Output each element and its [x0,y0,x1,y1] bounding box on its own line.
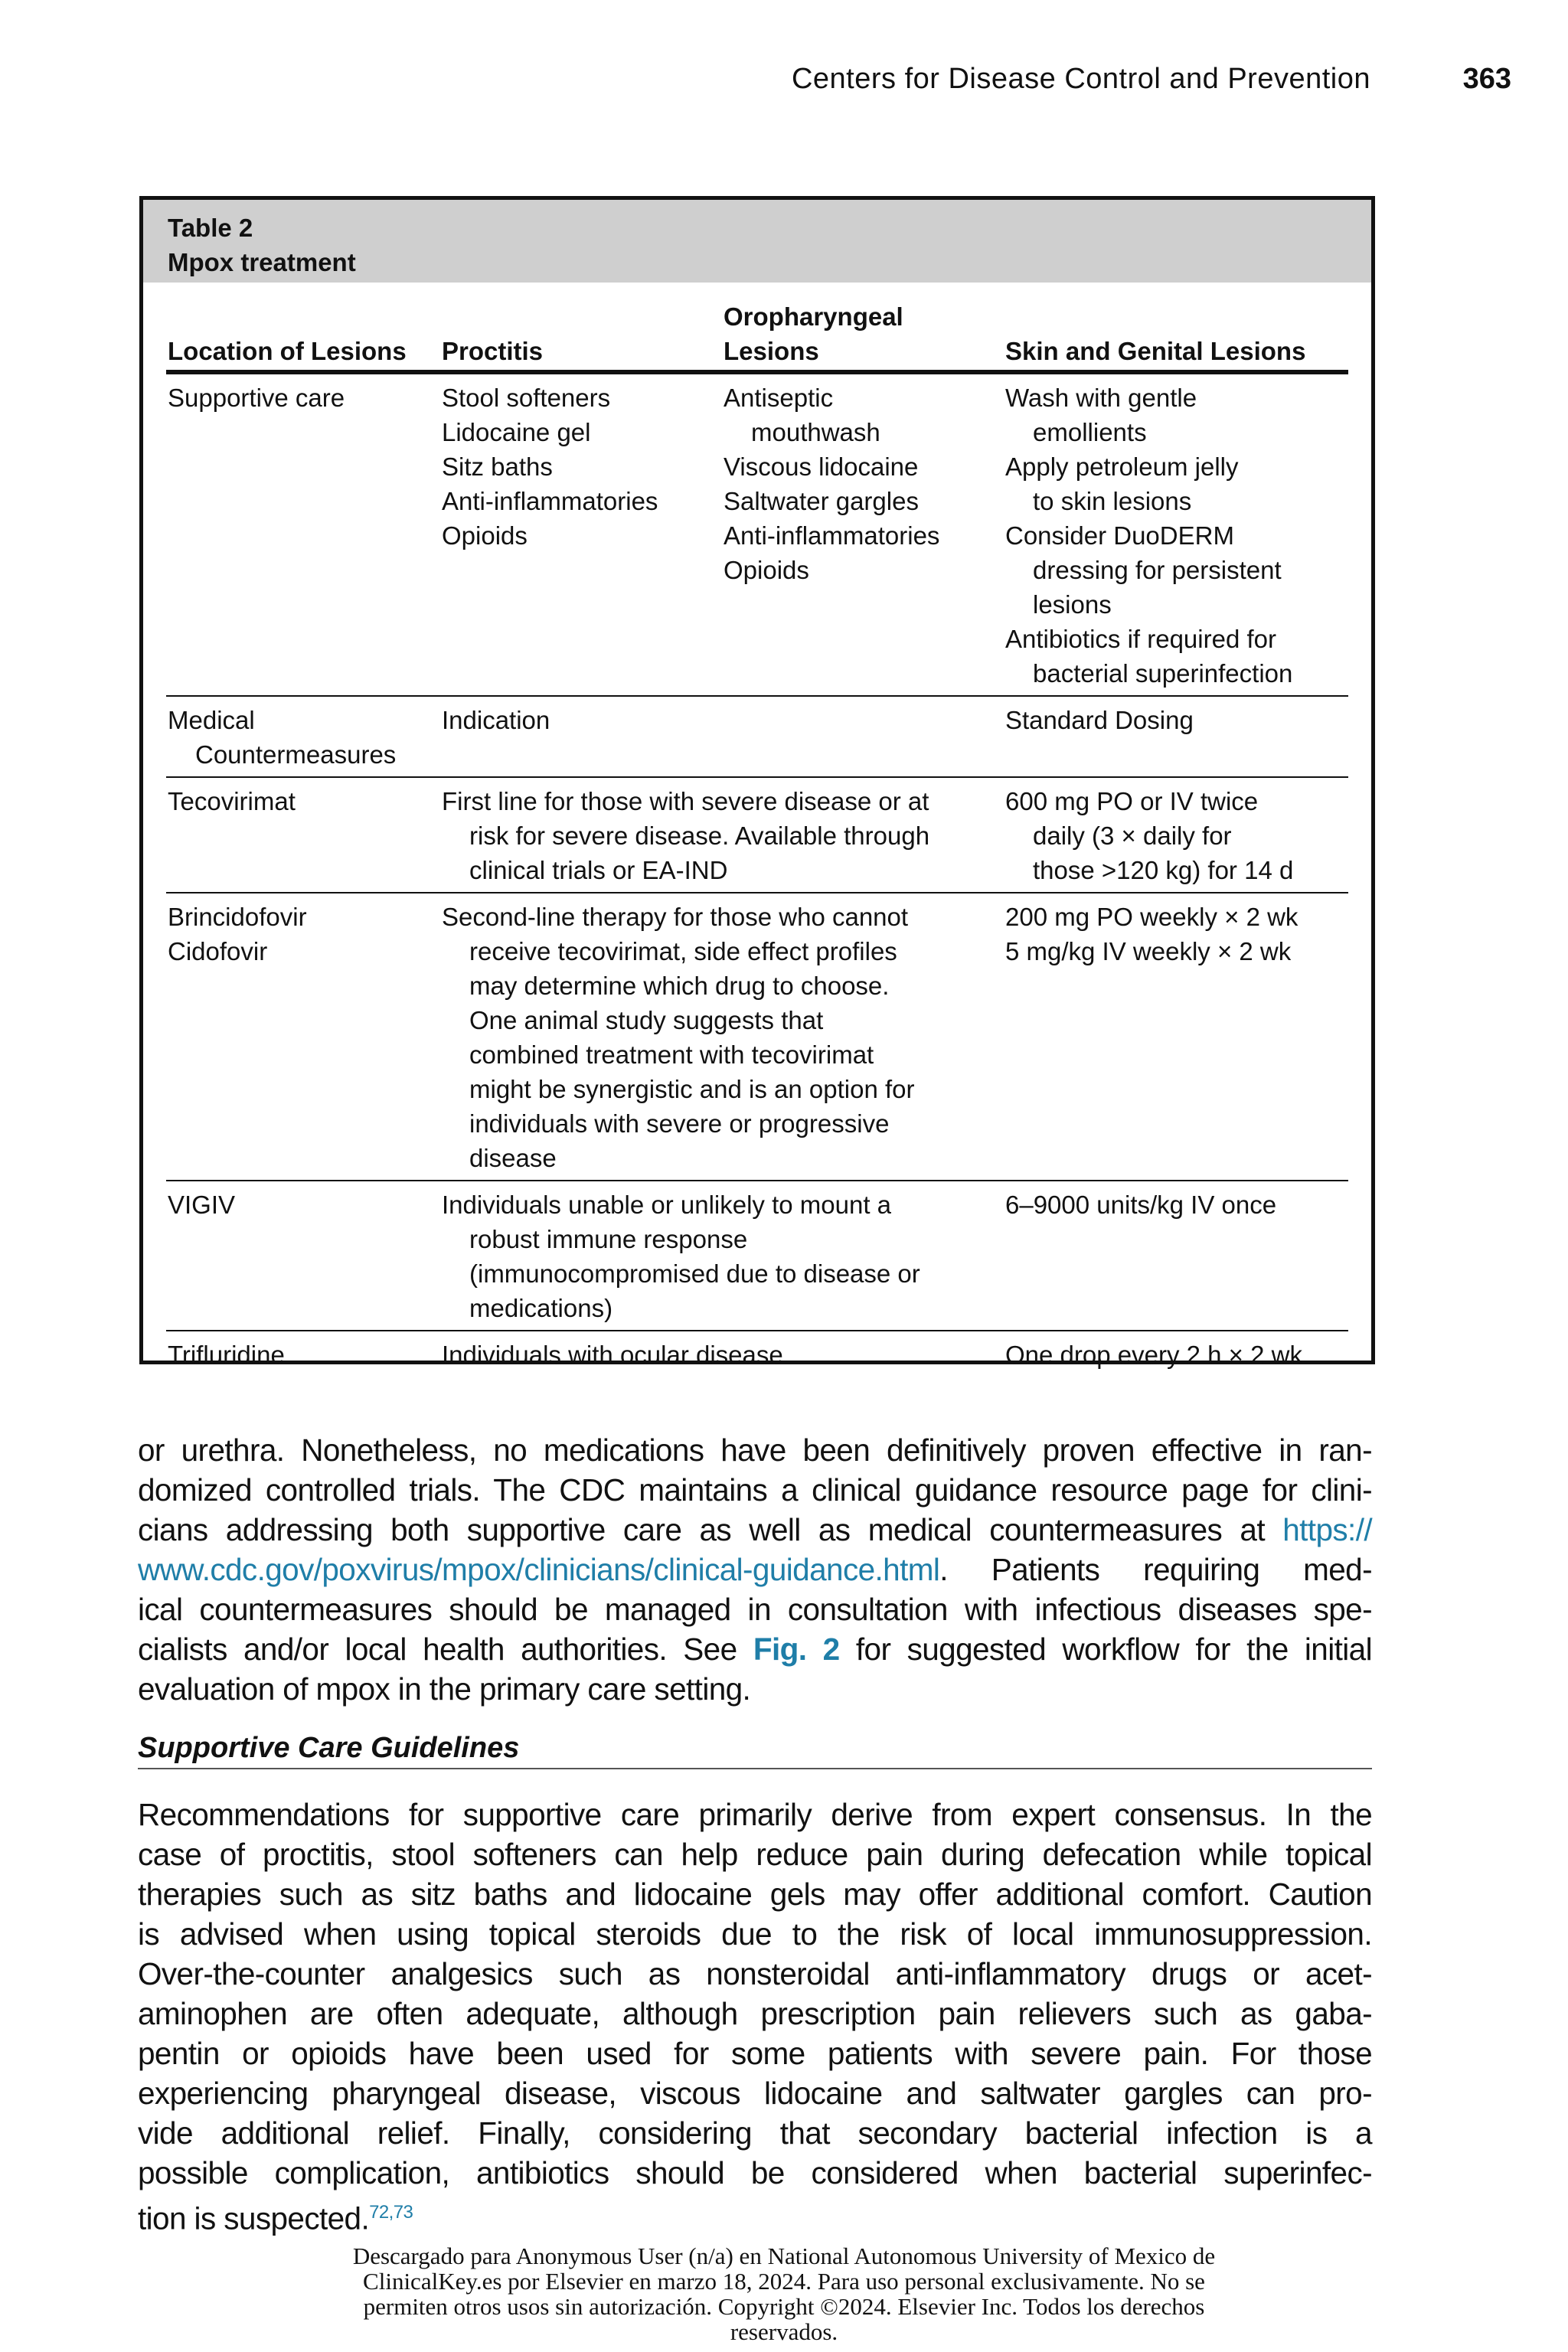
table-row [166,697,1348,778]
text-span: cialists and/or local health authorities. See [138,1632,737,1667]
cell-line: Anti-inflammatories [442,487,658,515]
cell-line: Antibiotics if required for [1005,625,1276,653]
cell-line: Consider DuoDERM [1005,521,1234,550]
table-cell [166,900,442,1175]
figure-2-link[interactable]: Fig. 2 [753,1632,840,1667]
footer-line: reservados. [730,2318,838,2345]
cell-line: might be synergistic and is an option for [469,1075,915,1103]
table-cell [166,784,442,887]
footer-line: ClinicalKey.es por Elsevier en marzo 18, 2024. Para uso personal exclusivamente. No se [363,2268,1205,2295]
cell-line: Wash with gentle [1005,384,1197,412]
text-line: therapies such as sitz baths and lidocaine gels may offer additional comfort. Caution [138,1877,1372,1912]
table-title: Mpox treatment [168,248,356,276]
cell-line: Lidocaine gel [442,418,591,446]
text-line: evaluation of mpox in the primary care setting. [138,1671,751,1707]
header-line: Proctitis [442,337,544,365]
text-span: for suggested workflow for the initial [855,1632,1372,1667]
cell-line: Opioids [442,521,528,550]
cell-line: Anti-inflammatories [724,521,940,550]
footer-line: permiten otros usos sin autorización. Copyright ©2024. Elsevier Inc. Todos los derechos [363,2293,1205,2320]
cell-line: Tecovirimat [168,787,296,815]
table-cell [1005,1338,1348,1372]
cdc-guidance-link-cont[interactable]: www.cdc.gov/poxvirus/mpox/clinicians/clinical-guidance.html [138,1552,940,1587]
cell-line: Second-line therapy for those who cannot [442,903,909,931]
table-cell [724,381,1005,691]
header-line: Oropharyngeal [724,302,903,331]
paragraph-supportive-care [138,1795,1372,2239]
cell-line: to skin lesions [1033,487,1192,515]
mpox-treatment-table [139,196,1375,1369]
table-cell [442,381,724,691]
text-line [138,1550,1372,1589]
table-cell [442,703,1005,772]
text-span: . Patients requiring med- [939,1552,1372,1587]
cell-line: (immunocompromised due to disease or [469,1259,920,1288]
text-span: cians addressing both supportive care as well as medical countermeasures at [138,1512,1265,1547]
cell-line: Indication [442,706,550,734]
cell-line: 5 mg/kg IV weekly × 2 wk [1005,937,1292,965]
cell-line: those >120 kg) for 14 d [1033,856,1294,884]
table-cell [166,381,442,691]
table-row [166,374,1348,697]
cell-line: lesions [1033,590,1112,619]
cell-line: medications) [469,1294,613,1322]
text-line: is advised when using topical steroids due to the risk of local immunosuppression. [138,1916,1372,1952]
cell-line: 6–9000 units/kg IV once [1005,1191,1277,1219]
text-line: Recommendations for supportive care primarily derive from expert consensus. In the [138,1797,1372,1832]
citation-superscript[interactable]: 72,73 [369,2202,413,2223]
cell-line: Saltwater gargles [724,487,919,515]
table-caption [143,200,1371,283]
section-heading: Supportive Care Guidelines [138,1732,1372,1769]
cell-line: Opioids [724,556,809,584]
table-cell [442,900,1005,1175]
cell-line: Cidofovir [168,937,268,965]
header-line: Skin and Genital Lesions [1005,337,1306,365]
text-line [138,1629,1372,1669]
cell-line: individuals with severe or progressive [469,1109,890,1138]
table-cell [442,784,1005,887]
column-header [724,299,1005,368]
page-number: 363 [1462,63,1511,95]
text-line [138,2193,1372,2239]
text-span: tion is suspected. [138,2200,370,2236]
text-line: possible complication, antibiotics should be considered when bacterial superinfec- [138,2155,1372,2190]
table-row [166,1181,1348,1331]
cell-line: Countermeasures [195,740,397,769]
table-body [166,283,1348,1377]
text-line: aminophen are often adequate, although prescription pain relievers such as gaba- [138,1996,1372,2031]
cell-line: 600 mg PO or IV twice [1005,787,1259,815]
header-line: Lesions [724,337,819,365]
column-header [1005,299,1348,368]
text-line: pentin or opioids have been used for some patients with severe pain. For those [138,2036,1372,2071]
table-cell [166,703,442,772]
table-cell [1005,381,1348,691]
cell-line: Viscous lidocaine [724,452,919,481]
table-cell [442,1187,1005,1325]
cell-line: combined treatment with tecovirimat [469,1040,874,1069]
cell-line: disease [469,1144,557,1172]
cell-line: Medical [168,706,255,734]
cell-line: daily (3 × daily for [1033,822,1232,850]
header-line: Location of Lesions [168,337,407,365]
cell-line: risk for severe disease. Available through [469,822,930,850]
cell-line: Individuals with ocular disease [442,1341,783,1369]
cell-line: 200 mg PO weekly × 2 wk [1005,903,1298,931]
cell-line: One animal study suggests that [469,1006,824,1034]
table-cell [166,1338,442,1372]
text-line: domized controlled trials. The CDC maintains a clinical guidance resource page for clini- [138,1472,1372,1508]
download-notice-footer [0,2243,1568,2344]
table-row [166,1331,1348,1377]
cell-line: receive tecovirimat, side effect profiles [469,937,897,965]
cell-line: mouthwash [751,418,880,446]
cell-line: robust immune response [469,1225,748,1253]
table-row [166,778,1348,893]
table-cell [1005,703,1348,772]
table-cell [166,1187,442,1325]
cell-line: bacterial superinfection [1033,659,1293,688]
text-line: case of proctitis, stool softeners can help reduce pain during defecation while topical [138,1837,1372,1872]
table-cell [442,1338,1005,1372]
cell-line: emollients [1033,418,1147,446]
cell-line: Standard Dosing [1005,706,1194,734]
cell-line: Apply petroleum jelly [1005,452,1239,481]
cell-line: Trifluridine [168,1341,285,1369]
text-line [138,1510,1372,1550]
cell-line: Stool softeners [442,384,611,412]
column-header [442,299,724,368]
cell-line: VIGIV [168,1191,236,1219]
cell-line: dressing for persistent [1033,556,1282,584]
text-line: ical countermeasures should be managed in consultation with infectious diseases spe- [138,1592,1372,1627]
cell-line: clinical trials or EA-IND [469,856,728,884]
text-line: Over-the-counter analgesics such as nonsteroidal anti-inflammatory drugs or acet- [138,1956,1372,1991]
table-header-row [166,283,1348,374]
cell-line: Antiseptic [724,384,834,412]
paragraph-treatment [138,1430,1372,1709]
cell-line: Brincidofovir [168,903,307,931]
cell-line: First line for those with severe disease or at [442,787,929,815]
cell-line: Supportive care [168,384,345,412]
table-row [166,893,1348,1181]
cell-line: Sitz baths [442,452,553,481]
table-cell [1005,900,1348,1175]
running-header-title: Centers for Disease Control and Prevention [791,63,1370,95]
text-line: experiencing pharyngeal disease, viscous lidocaine and saltwater gargles can pro- [138,2076,1372,2111]
table-cell [1005,1187,1348,1325]
text-line: or urethra. Nonetheless, no medications have been definitively proven effective in ran- [138,1432,1372,1468]
text-line: vide additional relief. Finally, considering that secondary bacterial infection is a [138,2115,1372,2151]
column-header [166,299,442,368]
footer-line: Descargado para Anonymous User (n/a) en National Autonomous University of Mexico de [352,2243,1216,2269]
table-label: Table 2 [168,214,253,242]
table-cell [1005,784,1348,887]
cell-line: may determine which drug to choose. [469,972,890,1000]
cell-line: Individuals unable or unlikely to mount a [442,1191,892,1219]
cell-line: One drop every 2 h × 2 wk [1005,1341,1302,1369]
cdc-guidance-link[interactable]: https:// [1282,1512,1372,1547]
